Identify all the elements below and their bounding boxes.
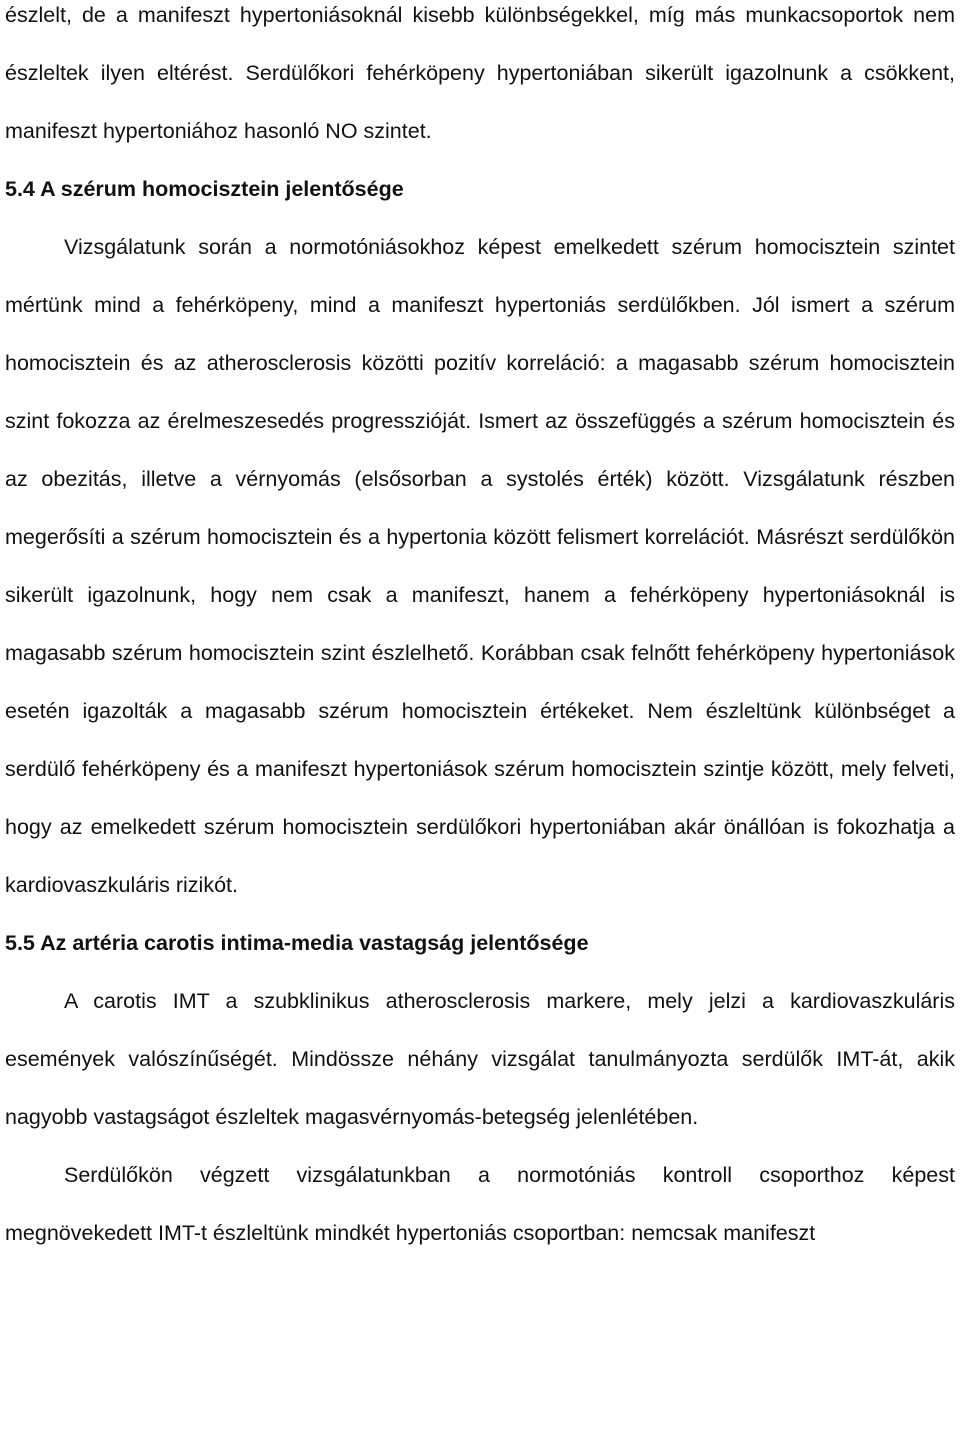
section-heading-5-4: 5.4 A szérum homocisztein jelentősége [5, 177, 404, 201]
paragraph-serdulok-vizsgalat: Serdülőkön végzett vizsgálatunkban a normotóniás kontroll csoporthoz képest megnövekedett IMT-t észleltünk mindkét hypertoniás csoportban: nemcsak manifeszt [5, 1163, 955, 1245]
paragraph-homocisztein: Vizsgálatunk során a normotóniásokhoz képest emelkedett szérum homocisztein szintet mértünk mind a fehérköpeny, mind a manifeszt hypertoniás serdülőkben. Jól ismert a szérum homocisztein és az atherosclerosis közötti pozitív korreláció: a magasabb szérum homocisztein szint fokozza az érelmeszesedés progresszióját. Ismert az összefüggés a szérum homocisztein és az obezitás, illetve a vérnyomás (elsősorban a systolés érték) között. Vizsgálatunk részben megerősíti a szérum homocisztein és a hypertonia között felismert korrelációt. Másrészt serdülőkön sikerült igazolnunk, hogy nem csak a manifeszt, hanem a fehérköpeny hypertoniásoknál is magasabb szérum homocisztein szint észlelhető. Korábban csak felnőtt fehérköpeny hypertoniások esetén igazolták a magasabb szérum homocisztein értékeket. Nem észleltünk különbséget a serdülő fehérköpeny és a manifeszt hypertoniások szérum homocisztein szintje között, mely felveti, hogy az emelkedett szérum homocisztein serdülőkori hypertoniában akár önállóan is fokozhatja a kardiovaszkuláris rizikót. [5, 235, 955, 897]
paragraph-continued: észlelt, de a manifeszt hypertoniásoknál kisebb különbségekkel, míg más munkacsoportok nem észleltek ilyen eltérést. Serdülőkori fehérköpeny hypertoniában sikerült igazolnunk a csökkent, manifeszt hypertoniához hasonló NO szintet. [5, 3, 955, 143]
section-heading-5-5: 5.5 Az artéria carotis intima-media vastagság jelentősége [5, 931, 589, 955]
paragraph-carotis-imt: A carotis IMT a szubklinikus atherosclerosis markere, mely jelzi a kardiovaszkuláris események valószínűségét. Mindössze néhány vizsgálat tanulmányozta serdülők IMT-át, akik nagyobb vastagságot észleltek magasvérnyomás-betegség jelenlétében. [5, 989, 955, 1129]
document-page [5, 0, 955, 1262]
